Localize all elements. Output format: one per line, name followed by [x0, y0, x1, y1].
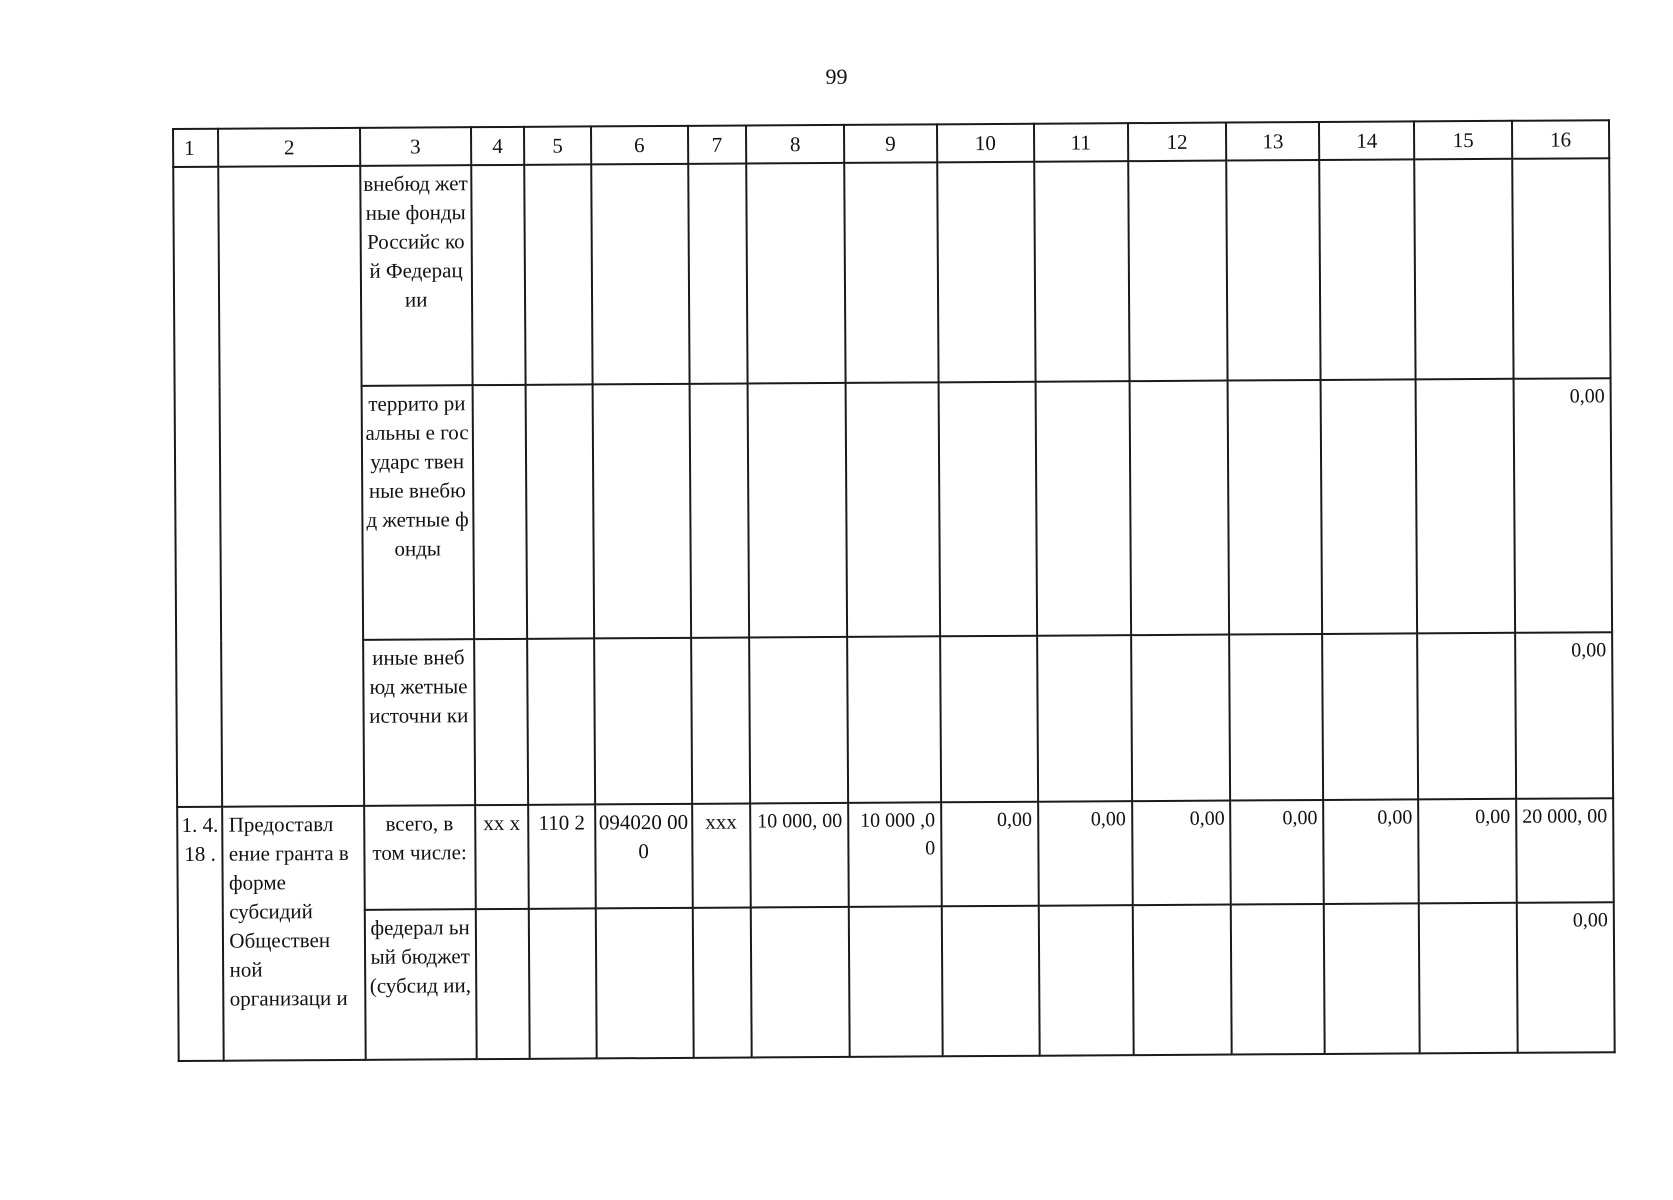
column-header: 8 [746, 125, 844, 164]
empty-cell [751, 907, 850, 1058]
empty-cell [1227, 160, 1321, 381]
empty-cell [942, 906, 1040, 1057]
empty-cell [1131, 635, 1231, 802]
column-header: 9 [844, 124, 937, 163]
empty-cell [844, 162, 938, 383]
empty-cell [1417, 633, 1516, 800]
column-header: 5 [524, 126, 591, 164]
column-header: 11 [1034, 123, 1128, 162]
value-cell: 0,00 [1323, 799, 1418, 904]
empty-cell [1037, 635, 1132, 802]
empty-cell [938, 382, 1036, 637]
item-number-cell [173, 167, 222, 807]
value-cell: 20 000, 00 [1516, 798, 1614, 903]
column-header: 12 [1128, 123, 1227, 162]
empty-cell [846, 382, 940, 637]
empty-cell [1419, 903, 1518, 1054]
empty-cell [471, 165, 526, 385]
empty-cell [940, 636, 1038, 803]
empty-cell [526, 384, 594, 638]
value-cell: xxx [692, 803, 751, 907]
empty-cell [1319, 159, 1415, 380]
item-name-cell: Предоставл ение гранта в форме субсидий Обществен ной организаци и [223, 806, 366, 1061]
empty-cell [1129, 381, 1229, 636]
value-cell: 110 2 [528, 804, 595, 908]
table-row [173, 158, 1610, 387]
empty-cell [1034, 161, 1129, 382]
column-header: 14 [1319, 121, 1414, 160]
empty-cell [596, 908, 694, 1059]
value-cell: 10 000, 00 [750, 803, 849, 908]
value-cell: 0,00 [1418, 799, 1517, 904]
empty-cell [529, 908, 597, 1058]
empty-cell [474, 639, 528, 805]
empty-cell [1230, 634, 1324, 801]
column-header: 3 [360, 127, 471, 166]
value-cell: 0,00 [1517, 902, 1615, 1053]
empty-cell [475, 909, 529, 1059]
funding-source-cell: федерал ьный бюджет (субсид ии, [364, 909, 476, 1060]
table-row [176, 632, 1613, 807]
value-cell: xx x [475, 805, 529, 909]
column-header: 6 [591, 126, 688, 165]
empty-cell [689, 383, 749, 637]
empty-cell [527, 638, 595, 804]
empty-cell [847, 636, 941, 803]
table-row [175, 378, 1613, 641]
empty-cell [1035, 381, 1130, 636]
value-cell: 0,00 [1231, 800, 1324, 905]
page-number: 99 [825, 64, 848, 89]
empty-cell [692, 907, 751, 1057]
column-header: 16 [1512, 120, 1609, 159]
empty-cell [749, 637, 848, 804]
empty-cell [1416, 379, 1515, 634]
funding-source-cell: внебюд жетные фонды Российс кой Федерац ии [360, 165, 472, 386]
empty-cell [1228, 380, 1322, 635]
funding-source-cell: всего, в том числе: [364, 805, 476, 910]
value-cell: 0,00 [1514, 378, 1613, 633]
empty-cell [688, 163, 748, 383]
empty-cell [849, 906, 943, 1057]
funding-source-cell: террито риальны е государс твенные внебюд жетные фонды [361, 385, 474, 640]
value-cell [1512, 158, 1610, 379]
empty-cell [1321, 379, 1417, 634]
value-cell: 0,00 [1515, 632, 1613, 799]
table-row [178, 902, 1615, 1061]
empty-cell [472, 385, 527, 639]
empty-cell [1414, 159, 1513, 380]
empty-cell [1322, 633, 1418, 800]
empty-cell [746, 163, 845, 384]
column-header: 13 [1226, 122, 1319, 161]
column-header: 7 [688, 125, 747, 163]
value-cell: 10 000 ,00 [848, 802, 941, 907]
column-header: 15 [1414, 121, 1512, 160]
empty-cell [1132, 905, 1232, 1056]
item-name-cell [219, 166, 364, 807]
value-cell: 0,00 [1132, 801, 1232, 906]
empty-cell [1038, 905, 1133, 1056]
column-header: 2 [218, 128, 359, 167]
empty-cell [937, 162, 1035, 383]
empty-cell [592, 384, 690, 639]
value-cell: 0,00 [941, 802, 1039, 907]
item-number-cell: 1. 4. 18 . [177, 807, 224, 1061]
empty-cell [524, 164, 592, 384]
empty-cell [594, 638, 692, 805]
empty-cell [691, 637, 751, 803]
table-row [177, 798, 1614, 911]
column-header: 1 [173, 129, 219, 167]
empty-cell [1324, 903, 1420, 1054]
empty-cell [591, 164, 689, 385]
column-header: 10 [937, 124, 1034, 163]
empty-cell [1231, 904, 1325, 1055]
column-header: 4 [471, 127, 525, 165]
value-cell: 0,00 [1038, 801, 1132, 906]
empty-cell [748, 383, 847, 638]
empty-cell [1128, 161, 1228, 382]
value-cell: 094020 000 [595, 804, 693, 909]
funding-source-cell: иные внебюд жетные источни ки [363, 639, 475, 806]
budget-table [172, 119, 1616, 1062]
